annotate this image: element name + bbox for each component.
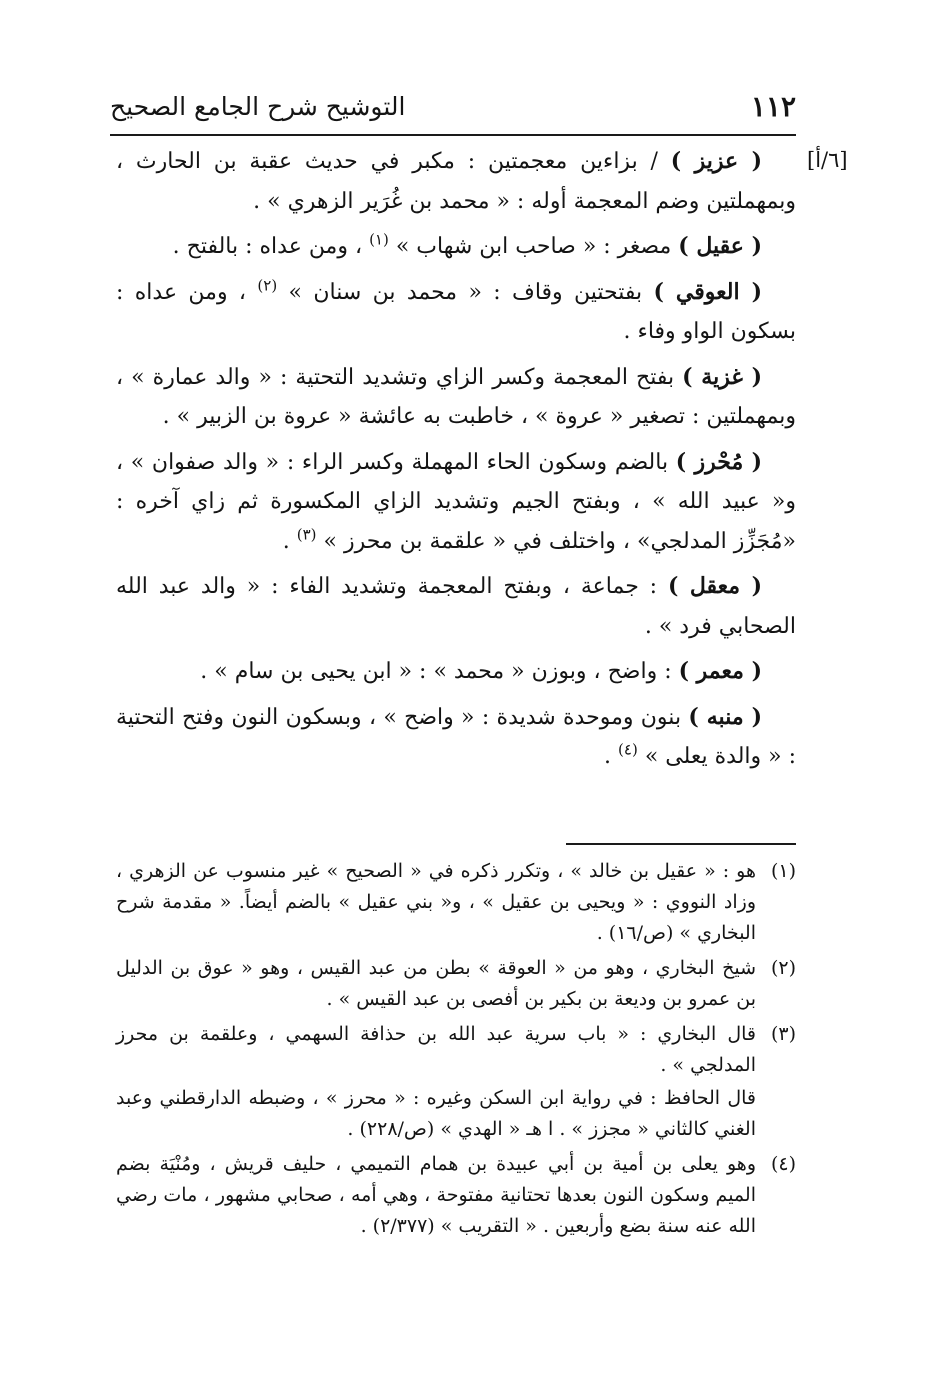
entry-paragraph <box>116 652 796 692</box>
entry-paragraph <box>116 273 796 352</box>
entry-text: : واضح ، وبوزن « محمد » : « ابن يحيى بن سام » . <box>200 659 679 684</box>
footnote <box>116 856 796 949</box>
entry-text: بفتح المعجمة وكسر الزاي وتشديد التحتية : « والد عمارة » ، وبمهملتين : تصغير « عروة » ، خاطبت به عائشة « عروة بن الزبير » . <box>116 364 796 429</box>
entry-text: بالضم وسكون الحاء المهملة وكسر الراء : « والد صفوان » ، و« عبيد الله » ، وبفتح الجيم وتشديد الزاي المكسورة ثم زاي آخره : «مُجَزِّز المدلجي» ، واختلف في « علقمة بن محرز » <box>116 449 796 554</box>
entry-term: ( مُحْرز ) <box>675 448 762 475</box>
entry-term: ( العوقي ) <box>653 278 762 305</box>
entry-paragraph <box>116 443 796 562</box>
entry-term: ( غزية ) <box>682 363 762 390</box>
entry-tail: ، ومن عداه : بسكون الواو وفاء . <box>116 279 796 344</box>
footnote-number: (٢) <box>770 957 796 979</box>
header-rule <box>110 134 796 136</box>
entry-paragraph <box>116 698 796 777</box>
entry-term: ( عقيل ) <box>678 233 762 259</box>
footnote-text: قال الحافظ : في رواية ابن السكن وغيره : « محرز » ، وضبطه الدارقطني وعبد الغني كالثاني « مجزز » . ا هـ « الهدي » (ص/٢٢٨) . <box>116 1087 756 1140</box>
entry-paragraph <box>116 227 796 267</box>
entry-paragraph <box>116 567 796 646</box>
footnote-text: قال البخاري : « باب سرية عبد الله بن حذافة السهمي ، وعلقمة بن محرز المدلجي » . <box>116 1023 756 1076</box>
footnote <box>116 953 796 1015</box>
footnote-text: وهو يعلى بن أمية بن أبي عبيدة بن همام التميمي ، حليف قريش ، ومُنْيَة بضم الميم وسكون النون بعدها تحتانية مفتوحة ، وهي أمه ، صحابي مشهور ، مات رضي الله عنه سنة بضع وأربعين . « التقريب » (٢/٣٧٧) . <box>116 1153 756 1237</box>
entry-text: : جماعة ، وبفتح المعجمة وتشديد الفاء : « والد عبد الله الصحابي فرد » . <box>116 574 796 639</box>
footnote <box>116 1149 796 1242</box>
footnote-text: هو : « عقيل بن خالد » ، وتكرر ذكره في « الصحيح » غير منسوب عن الزهري ، وزاد النووي : « ويحيى بن عقيل » ، و« بني عقيل » بالضم أيضاً. « مقدمة شرح البخاري » (ص/١٦) . <box>116 860 756 944</box>
footnote-number: (١) <box>770 860 796 882</box>
entry-text: بفتحتين وقاف : « محمد بن سنان » <box>277 279 654 305</box>
entry-paragraph <box>116 358 796 437</box>
footnote-text: شيخ البخاري ، وهو من « العوقة » بطن من عبد القيس ، وهو « عوق بن الدليل بن عمرو بن وديعة بن بكير بن أفصى بن عبد القيس » . <box>116 957 756 1010</box>
footnote-rule <box>566 843 796 845</box>
footnote-ref[interactable]: (٣) <box>296 525 317 544</box>
entry-tail: . <box>282 528 297 554</box>
entry-tail: . <box>604 744 619 769</box>
footnote-ref[interactable]: (١) <box>369 230 389 249</box>
entry-text: بنون وموحدة شديدة : « واضح » ، وبسكون النون وفتح التحتية : « والدة يعلى » <box>116 704 796 769</box>
footnotes <box>116 856 796 1246</box>
footnote-ref[interactable]: (٤) <box>618 740 638 759</box>
main-text <box>116 142 796 783</box>
entry-text: مصغر : « صاحب ابن شهاب » <box>388 234 679 259</box>
entry-term: ( منبه ) <box>688 703 762 730</box>
entry-tail: ، ومن عداه : بالفتح . <box>172 234 370 259</box>
entry-term: ( معقل ) <box>667 573 763 599</box>
entry-text: / بزاءين معجمتين : مكبر في حديث عقبة بن الحارث ، وبمهملتين وضم المعجمة أوله : « محمد بن غُرَير الزهري » . <box>116 149 796 214</box>
footnote-ref[interactable]: (٢) <box>257 276 278 295</box>
entry-term: ( معمر ) <box>678 658 762 684</box>
book-title: التوشيح شرح الجامع الصحيح <box>110 92 406 121</box>
footnote-number: (٣) <box>770 1023 796 1045</box>
entry-term: ( عزيز ) <box>670 148 762 174</box>
running-header <box>110 88 796 132</box>
manuscript-folio-ref: [٦/أ] <box>807 148 848 172</box>
footnote <box>116 1019 796 1145</box>
footnote-number: (٤) <box>770 1153 796 1175</box>
entry-paragraph <box>116 142 796 221</box>
page-number: ١١٢ <box>750 90 796 123</box>
